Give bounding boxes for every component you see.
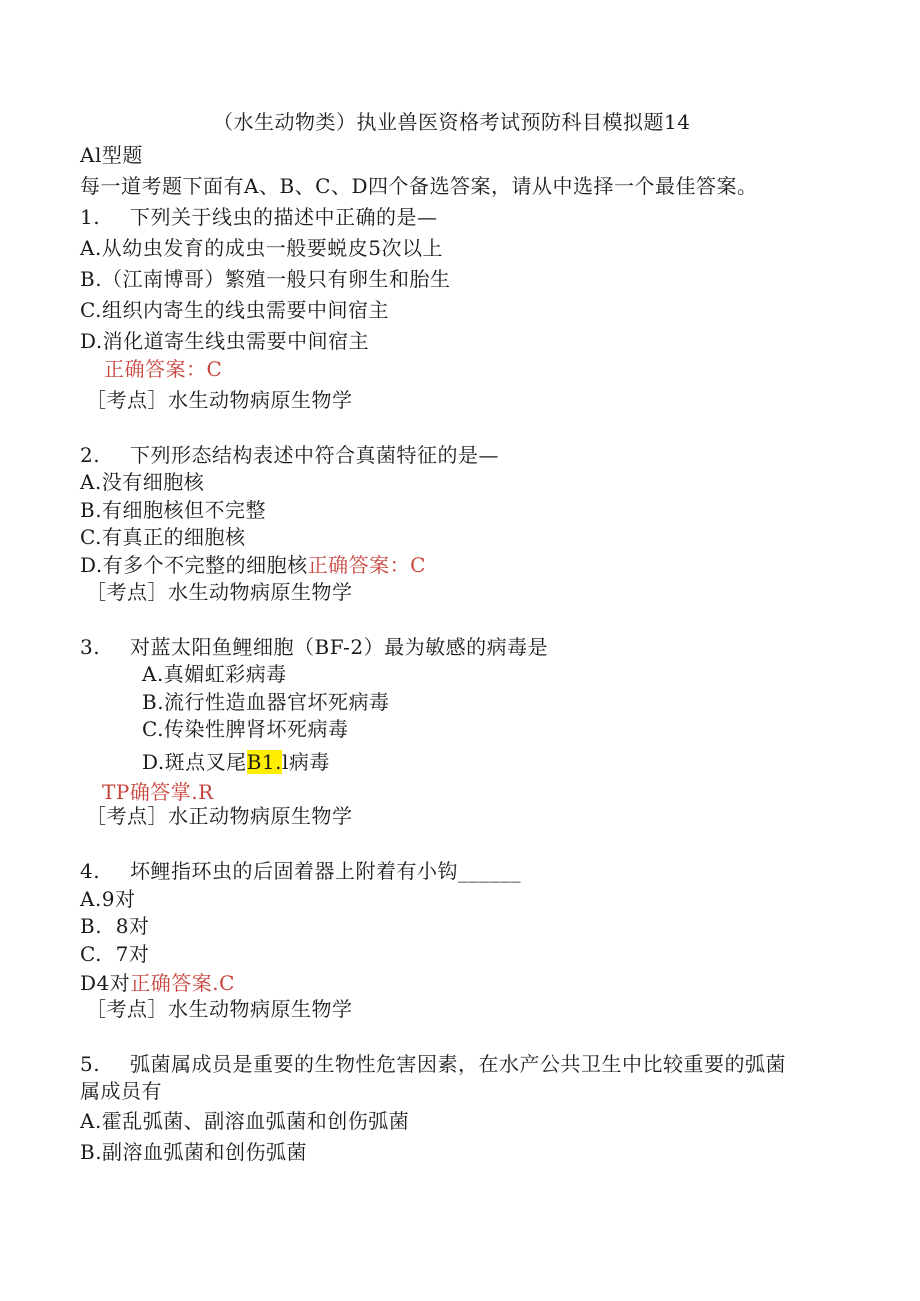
highlighted-text: B1. bbox=[246, 750, 282, 774]
q1-option-c: C.组织内寄生的线虫需要中间宿主 bbox=[80, 298, 389, 322]
q5-option-a: A.霍乱弧菌、副溶血弧菌和创伤弧菌 bbox=[80, 1109, 410, 1133]
q2-answer: 正确答案：C bbox=[307, 553, 426, 577]
question-stem: 弧菌属成员是重要的生物性危害因素，在水产公共卫生中比较重要的弧菌 bbox=[130, 1052, 786, 1076]
q4-option-b: B. 8对 bbox=[80, 914, 150, 938]
q3-answer: TP确答掌.R bbox=[102, 780, 214, 804]
question-1 bbox=[80, 204, 438, 230]
q3-point: ［考点］水正动物病原生物学 bbox=[86, 804, 353, 828]
question-2 bbox=[80, 442, 499, 468]
q4-option-a: A.9对 bbox=[80, 887, 136, 911]
q4-option-d: D4对 bbox=[80, 971, 131, 995]
q4-answer: 正确答案.C bbox=[130, 971, 235, 995]
q3-option-c: C.传染性脾肾坏死病毒 bbox=[142, 717, 349, 741]
instructions: 每一道考题下面有A、B、C、D四个备选答案，请从中选择一个最佳答案。 bbox=[80, 174, 758, 198]
q2-option-a: A.没有细胞核 bbox=[80, 470, 205, 494]
q4-option-c: C. 7对 bbox=[80, 942, 150, 966]
question-stem: 下列形态结构表述中符合真菌特征的是— bbox=[130, 443, 499, 467]
q1-option-a: A.从幼虫发育的成虫一般要蜕皮5次以上 bbox=[80, 236, 444, 260]
question-number: 1. bbox=[80, 205, 101, 229]
question-number: 2. bbox=[80, 443, 101, 467]
q5-option-b: B.副溶血弧菌和创伤弧菌 bbox=[80, 1140, 308, 1164]
question-number: 5. bbox=[80, 1052, 101, 1076]
q1-option-b: B.（江南博哥）繁殖一般只有卵生和胎生 bbox=[80, 267, 451, 291]
q2-point: ［考点］水生动物病原生物学 bbox=[86, 580, 353, 604]
question-number: 3. bbox=[80, 635, 101, 659]
question-stem: 对蓝太阳鱼鲤细胞（BF-2）最为敏感的病毒是 bbox=[130, 635, 549, 659]
q2-option-d: D.有多个不完整的细胞核 bbox=[80, 553, 308, 577]
q2-option-b: B.有细胞核但不完整 bbox=[80, 498, 267, 522]
q2-option-c: C.有真正的细胞核 bbox=[80, 525, 246, 549]
q4-option-d-line bbox=[80, 970, 235, 996]
question-4 bbox=[80, 858, 521, 884]
question-stem-continued: 属成员有 bbox=[80, 1079, 162, 1103]
q3-option-d-tail: l病毒 bbox=[281, 750, 330, 774]
q3-option-a: A.真媚虹彩病毒 bbox=[142, 662, 287, 686]
question-stem: 下列关于线虫的描述中正确的是— bbox=[130, 205, 438, 229]
question-stem: 坏鲤指环虫的后固着器上附着有小钩______ bbox=[130, 859, 521, 883]
question-3 bbox=[80, 634, 548, 660]
q4-point: ［考点］水生动物病原生物学 bbox=[86, 997, 353, 1021]
q1-point: ［考点］水生动物病原生物学 bbox=[86, 388, 353, 412]
question-5 bbox=[80, 1051, 786, 1077]
q2-option-d-line bbox=[80, 552, 426, 578]
section-heading: Al型题 bbox=[80, 143, 143, 167]
question-number: 4. bbox=[80, 859, 101, 883]
page-title: （水生动物类）执业兽医资格考试预防科目模拟题14 bbox=[213, 110, 691, 134]
q1-answer: 正确答案：C bbox=[104, 357, 223, 381]
q3-option-d-text: D.斑点叉尾 bbox=[142, 750, 247, 774]
q3-option-b: B.流行性造血器官坏死病毒 bbox=[142, 690, 390, 714]
q3-option-d bbox=[142, 749, 330, 775]
q1-option-d: D.消化道寄生线虫需要中间宿主 bbox=[80, 329, 370, 353]
